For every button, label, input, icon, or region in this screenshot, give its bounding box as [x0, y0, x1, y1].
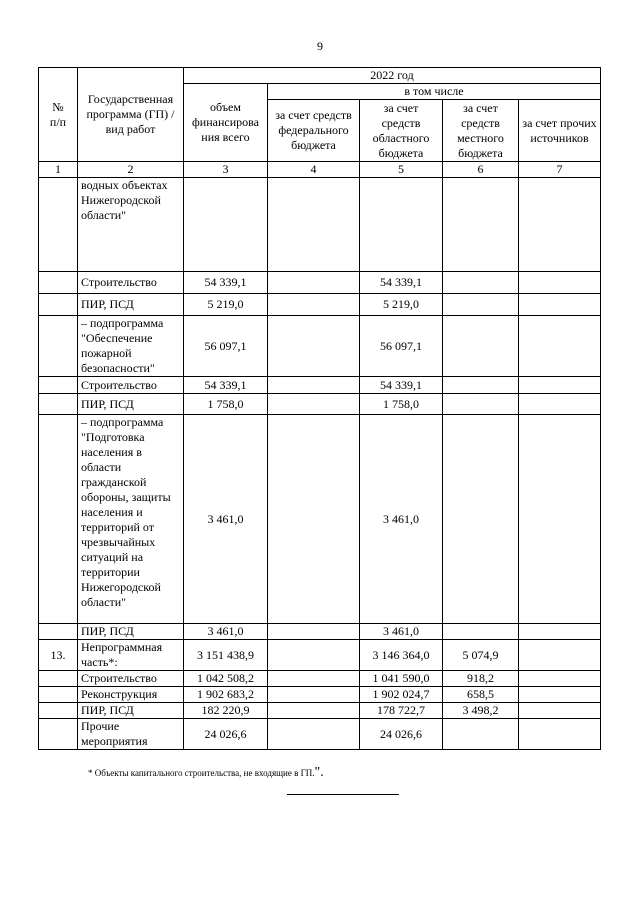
table-row — [39, 719, 601, 750]
cell-total: 24 026,6 — [184, 719, 268, 750]
cell-total: 54 339,1 — [184, 377, 268, 394]
cell-other — [519, 624, 601, 640]
cell-other — [519, 415, 601, 624]
column-number: 2 — [78, 162, 184, 178]
row-number — [39, 719, 78, 750]
cell-other — [519, 316, 601, 377]
row-number — [39, 178, 78, 272]
cell-other — [519, 640, 601, 671]
row-name: Строительство — [78, 377, 184, 394]
cell-regional: 54 339,1 — [360, 377, 443, 394]
cell-local — [443, 294, 519, 316]
row-number — [39, 272, 78, 294]
footer-rule — [287, 794, 399, 795]
cell-federal — [268, 377, 360, 394]
cell-other — [519, 719, 601, 750]
table-row — [39, 415, 601, 624]
cell-local — [443, 624, 519, 640]
cell-local — [443, 272, 519, 294]
cell-total: 3 151 438,9 — [184, 640, 268, 671]
cell-other — [519, 178, 601, 272]
cell-federal — [268, 671, 360, 687]
cell-federal — [268, 415, 360, 624]
cell-federal — [268, 316, 360, 377]
row-name: ПИР, ПСД — [78, 294, 184, 316]
cell-local: 5 074,9 — [443, 640, 519, 671]
header-no: № п/п — [39, 68, 78, 162]
cell-regional: 5 219,0 — [360, 294, 443, 316]
cell-total: 3 461,0 — [184, 415, 268, 624]
cell-local — [443, 377, 519, 394]
cell-total: 1 902 683,2 — [184, 687, 268, 703]
row-number — [39, 671, 78, 687]
cell-other — [519, 272, 601, 294]
header-regional: за счет средств областного бюджета — [360, 100, 443, 162]
row-number: 13. — [39, 640, 78, 671]
row-number — [39, 703, 78, 719]
cell-local: 3 498,2 — [443, 703, 519, 719]
header-year: 2022 год — [184, 68, 601, 84]
column-number: 4 — [268, 162, 360, 178]
cell-local — [443, 394, 519, 415]
footnote-quote: ". — [314, 765, 324, 780]
cell-federal — [268, 687, 360, 703]
row-name: ПИР, ПСД — [78, 703, 184, 719]
header-federal: за счет средств федерального бюджета — [268, 100, 360, 162]
cell-federal — [268, 294, 360, 316]
cell-regional — [360, 178, 443, 272]
row-name: Строительство — [78, 272, 184, 294]
cell-other — [519, 394, 601, 415]
footnote-text: * Объекты капитального строительства, не входящие в ГП. — [88, 768, 315, 778]
cell-federal — [268, 719, 360, 750]
cell-total: 3 461,0 — [184, 624, 268, 640]
page-number: 9 — [317, 39, 323, 53]
row-name: – подпрограмма "Подготовка населения в области гражданской обороны, защиты населения и территорий от чрезвычайных ситуаций на территории Нижегородской области" — [78, 415, 184, 624]
cell-regional: 3 146 364,0 — [360, 640, 443, 671]
row-name: ПИР, ПСД — [78, 394, 184, 415]
header-local: за счет средств местного бюджета — [443, 100, 519, 162]
cell-total: 56 097,1 — [184, 316, 268, 377]
cell-other — [519, 687, 601, 703]
row-number — [39, 394, 78, 415]
cell-regional: 54 339,1 — [360, 272, 443, 294]
row-number — [39, 687, 78, 703]
cell-total — [184, 178, 268, 272]
row-number — [39, 624, 78, 640]
cell-other — [519, 294, 601, 316]
header-total: объем финансирова ния всего — [184, 84, 268, 162]
table-row — [39, 394, 601, 415]
cell-total: 5 219,0 — [184, 294, 268, 316]
column-number-row — [39, 162, 601, 178]
cell-other — [519, 671, 601, 687]
row-name: ПИР, ПСД — [78, 624, 184, 640]
row-number — [39, 316, 78, 377]
row-name: Реконструкция — [78, 687, 184, 703]
cell-regional: 3 461,0 — [360, 624, 443, 640]
row-number — [39, 294, 78, 316]
row-name: Непрограммная часть*: — [78, 640, 184, 671]
header-other: за счет прочих источников — [519, 100, 601, 162]
cell-regional: 1 758,0 — [360, 394, 443, 415]
cell-federal — [268, 394, 360, 415]
cell-local — [443, 415, 519, 624]
row-number — [39, 377, 78, 394]
cell-total: 54 339,1 — [184, 272, 268, 294]
header-program: Государственная программа (ГП) / вид работ — [78, 68, 184, 162]
cell-total: 182 220,9 — [184, 703, 268, 719]
financing-table — [38, 67, 601, 750]
cell-federal — [268, 624, 360, 640]
row-name: водных объектах Нижегородской области" — [78, 178, 184, 272]
cell-regional: 56 097,1 — [360, 316, 443, 377]
table-row — [39, 294, 601, 316]
table-row — [39, 624, 601, 640]
row-name: Строительство — [78, 671, 184, 687]
table-row — [39, 671, 601, 687]
table-row — [39, 703, 601, 719]
table-row — [39, 316, 601, 377]
row-name: – подпрограмма "Обеспечение пожарной безопасности" — [78, 316, 184, 377]
cell-other — [519, 377, 601, 394]
cell-local — [443, 719, 519, 750]
table-row — [39, 687, 601, 703]
row-number — [39, 415, 78, 624]
column-number: 3 — [184, 162, 268, 178]
cell-regional: 178 722,7 — [360, 703, 443, 719]
cell-local: 658,5 — [443, 687, 519, 703]
cell-other — [519, 703, 601, 719]
cell-federal — [268, 640, 360, 671]
cell-local — [443, 316, 519, 377]
footnote — [88, 765, 324, 781]
table-row — [39, 377, 601, 394]
cell-regional: 24 026,6 — [360, 719, 443, 750]
cell-local — [443, 178, 519, 272]
cell-local: 918,2 — [443, 671, 519, 687]
table-row — [39, 272, 601, 294]
column-number: 7 — [519, 162, 601, 178]
cell-regional: 1 902 024,7 — [360, 687, 443, 703]
row-name: Прочие мероприятия — [78, 719, 184, 750]
table-row — [39, 178, 601, 272]
cell-regional: 1 041 590,0 — [360, 671, 443, 687]
cell-federal — [268, 703, 360, 719]
cell-total: 1 758,0 — [184, 394, 268, 415]
cell-federal — [268, 272, 360, 294]
cell-regional: 3 461,0 — [360, 415, 443, 624]
header-including: в том числе — [268, 84, 601, 100]
column-number: 1 — [39, 162, 78, 178]
cell-federal — [268, 178, 360, 272]
column-number: 5 — [360, 162, 443, 178]
table-row — [39, 640, 601, 671]
cell-total: 1 042 508,2 — [184, 671, 268, 687]
column-number: 6 — [443, 162, 519, 178]
